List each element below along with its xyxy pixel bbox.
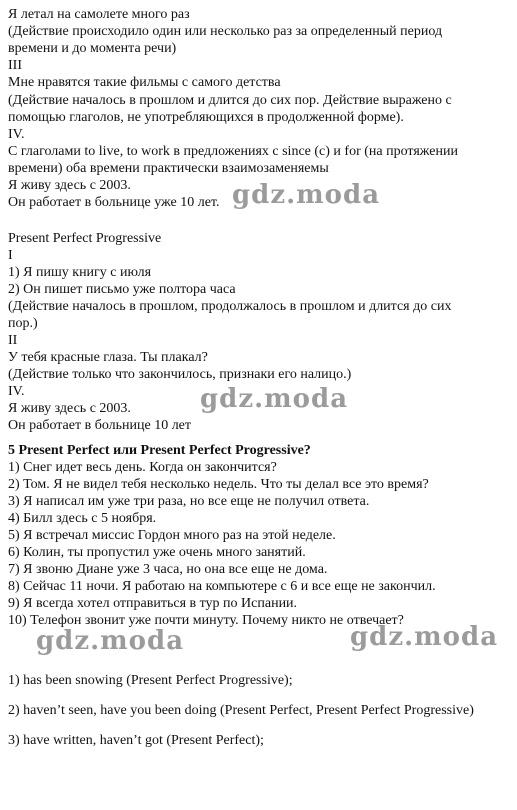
answer-item: 2) haven’t seen, have you been doing (Present Perfect, Present Perfect Progressive) — [8, 703, 474, 718]
exercise-item: 7) Я звоню Диане уже 3 часа, но она все еще не дома. — [8, 562, 328, 577]
answer-item: 1) has been snowing (Present Perfect Progressive); — [8, 673, 293, 688]
text-line: времени и до момента речи) — [8, 41, 177, 56]
section-numeral: IV. — [8, 384, 25, 399]
text-line: С глаголами to live, to work в предложениях с since (с) и for (на протяжении — [8, 144, 458, 159]
text-line: Он работает в больнице 10 лет — [8, 418, 192, 433]
exercise-item: 4) Билл здесь с 5 ноября. — [8, 511, 157, 526]
text-line: Я летал на самолете много раз — [8, 7, 190, 22]
text-line: 2) Он пишет письмо уже полтора часа — [8, 282, 236, 297]
section-numeral: II — [8, 333, 18, 348]
exercise-item: 5) Я встречал миссис Гордон много раз на этой неделе. — [8, 528, 336, 543]
exercise-item: 2) Том. Я не видел тебя несколько недель. Что ты делал все это время? — [8, 477, 429, 492]
text-line: Он работает в больнице уже 10 лет. — [8, 195, 220, 210]
section-numeral: I — [8, 248, 13, 263]
text-line: Я живу здесь с 2003. — [8, 178, 131, 193]
text-line: пор.) — [8, 316, 38, 331]
section-numeral: IV. — [8, 127, 25, 142]
watermark: gdz.moda — [36, 626, 185, 656]
text-line: помощью глаголов, не употребляющихся в продолженной форме). — [8, 110, 404, 125]
answer-item: 3) have written, haven’t got (Present Perfect); — [8, 733, 264, 748]
exercise-item: 8) Сейчас 11 ночи. Я работаю на компьютере с 6 и все еще не закончил. — [8, 579, 436, 594]
exercise-item: 9) Я всегда хотел отправиться в тур по Испании. — [8, 596, 298, 611]
watermark: gdz.moda — [350, 622, 499, 652]
text-line: (Действие происходило один или несколько раз за определенный период — [8, 24, 443, 39]
section-numeral: III — [8, 58, 22, 73]
exercise-heading: 5 Present Perfect или Present Perfect Progressive? — [8, 443, 311, 458]
text-line: (Действие началось в прошлом, продолжалось в прошлом и длится до сих — [8, 299, 452, 314]
exercise-item: 1) Снег идет весь день. Когда он закончится? — [8, 460, 277, 475]
section-heading: Present Perfect Progressive — [8, 231, 162, 246]
text-line: (Действие только что закончилось, признаки его налицо.) — [8, 367, 352, 382]
text-line: Мне нравятся такие фильмы с самого детства — [8, 75, 281, 90]
exercise-item: 10) Телефон звонит уже почти минуту. Почему никто не отвечает? — [8, 613, 404, 628]
text-line: 1) Я пишу книгу с июля — [8, 265, 152, 280]
text-line: времени) оба времени практически взаимозаменяемы — [8, 161, 329, 176]
text-line: (Действие началось в прошлом и длится до сих пор. Действие выражено с — [8, 93, 452, 108]
text-line: У тебя красные глаза. Ты плакал? — [8, 350, 208, 365]
text-line: Я живу здесь с 2003. — [8, 401, 131, 416]
watermark: gdz.moda — [232, 180, 381, 210]
exercise-item: 3) Я написал им уже три раза, но все еще не получил ответа. — [8, 494, 370, 509]
exercise-item: 6) Колин, ты пропустил уже очень много занятий. — [8, 545, 306, 560]
watermark: gdz.moda — [200, 384, 349, 414]
